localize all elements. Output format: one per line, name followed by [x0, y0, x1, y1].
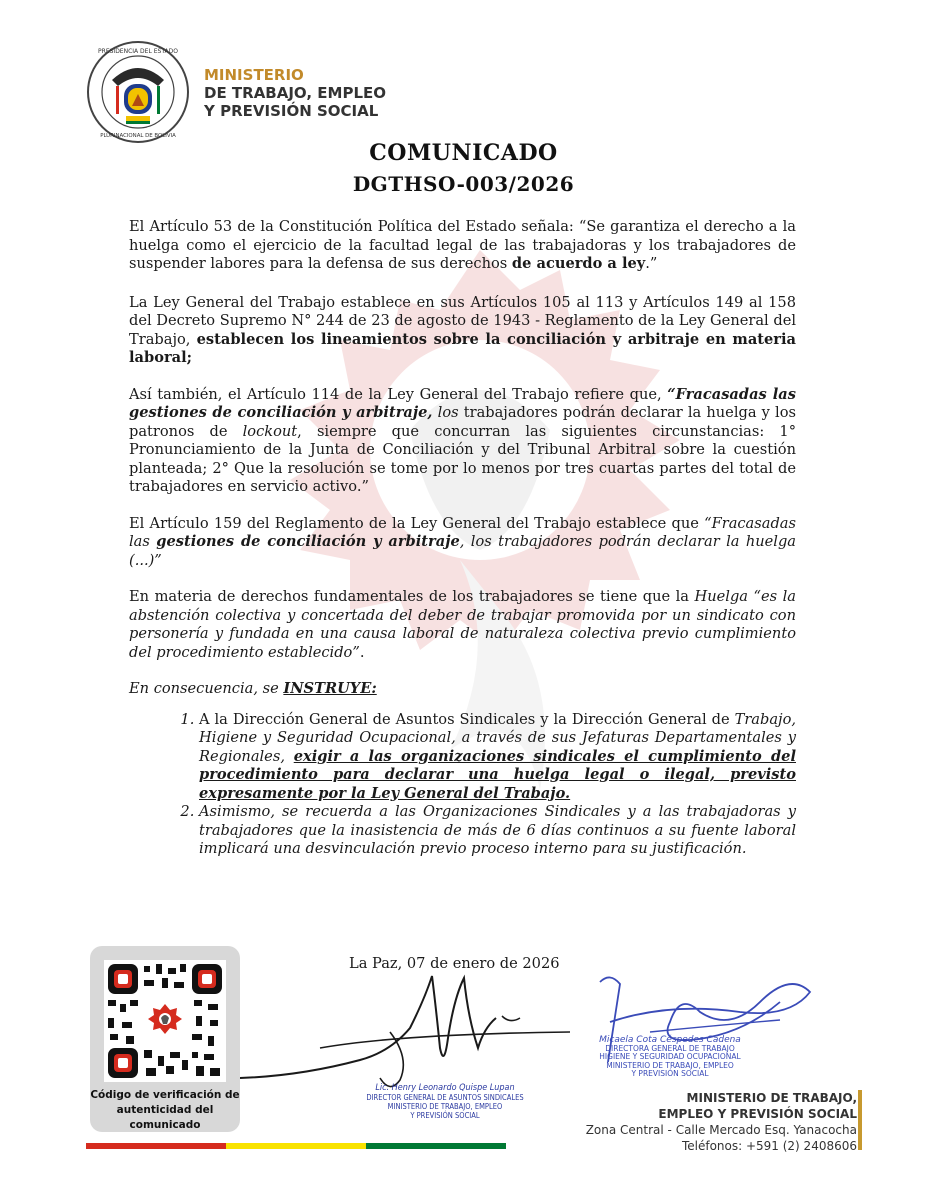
paragraph-articulo-114	[129, 386, 796, 497]
place-date: La Paz, 07 de enero de 2026	[349, 955, 560, 972]
paragraph-instruye	[129, 680, 796, 699]
p5-quote: Huelga “es la abstención colectiva y concertada del deber de trabajar promovida por un sindicato con personería y fundada en una causa laboral de naturaleza colectiva previo cumplimiento del procedimiento establecido”	[129, 588, 796, 661]
signature-2-block	[595, 1036, 745, 1079]
flag-yellow	[226, 1143, 366, 1149]
signature-2-ministry-2: Y PREVISIÓN SOCIAL	[631, 1069, 709, 1078]
qr-code-icon[interactable]	[104, 960, 226, 1082]
signature-1-block	[340, 1084, 550, 1120]
instructions-list	[129, 711, 796, 859]
signature-2-title: DIRECTORA GENERAL DE TRABAJO	[605, 1043, 735, 1053]
p5-text: En materia de derechos fundamentales de los trabajadores se tiene que la	[129, 588, 695, 605]
p2-text: La Ley General del Trabajo establece en sus Artículos 105 al 113 y Artículos 149 al 158 del Decreto Supremo N° 244 de 23 de agosto de 1943 - Reglamento de la Ley General del Trabajo,	[129, 293, 796, 348]
paragraph-huelga-definition	[129, 588, 796, 662]
signature-2-name: Micaela Cota Céspedes Cadena	[599, 1035, 741, 1045]
p4-emphasis: gestiones de conciliación y arbitraje	[156, 533, 460, 550]
document-title: COMUNICADO	[369, 140, 558, 166]
p1-end: .”	[645, 255, 658, 272]
signature-2-title-2: HIGIENE Y SEGURIDAD OCUPACIONAL	[599, 1052, 741, 1061]
document-code: DGTHSO-003/2026	[352, 172, 575, 196]
ministry-line-3: Y PREVISIÓN SOCIAL	[204, 102, 379, 120]
ministry-name	[204, 66, 386, 120]
item1-text-2: Trabajo, Higiene y Seguridad Ocupacional, a través de sus Jefaturas Departamentales y Regionales,	[199, 710, 796, 765]
list-item	[199, 803, 796, 859]
footer-address: Zona Central - Calle Mercado Esq. Yanacocha	[585, 1123, 857, 1137]
document-body	[129, 218, 796, 859]
flag-green	[366, 1143, 506, 1149]
state-seal-icon	[86, 40, 190, 144]
instr-text: En consecuencia, se	[129, 680, 284, 697]
p3-los: los	[432, 404, 459, 421]
signature-1-title: DIRECTOR GENERAL DE ASUNTOS SINDICALES	[366, 1093, 524, 1102]
p2-emphasis: establecen los lineamientos sobre la conciliación y arbitraje en materia laboral;	[129, 330, 796, 366]
p4-quote-start: “Fracasadas las	[129, 514, 796, 550]
qr-caption-line-1: Código de verificación de	[90, 1089, 240, 1101]
seal-text-bottom: PLURINACIONAL DE BOLIVIA	[100, 133, 176, 139]
signature-1-ministry-2: Y PREVISIÓN SOCIAL	[410, 1111, 480, 1120]
qr-caption	[90, 1088, 240, 1133]
p4-quote-end: , los trabajadores podrán declarar la huelga (...)”	[129, 533, 797, 569]
p1-text: El Artículo 53 de la Constitución Política del Estado señala: “Se garantiza el derecho a la huelga como el ejercicio de la facultad legal de las trabajadoras y los trabajadores de suspender labores para la defensa de sus derechos	[129, 218, 796, 272]
paragraph-articulo-159	[129, 515, 796, 571]
p3-text-2: trabajadores podrán declarar la huelga y los patronos de	[129, 404, 796, 440]
verification-qr-card[interactable]	[90, 946, 240, 1132]
signature-1-name: Lic. Henry Leonardo Quispe Lupan	[375, 1083, 515, 1093]
footer-contact	[586, 1090, 857, 1154]
paragraph-ley-general	[129, 294, 796, 368]
p4-text: El Artículo 159 del Reglamento de la Ley General del Trabajo establece que	[129, 514, 705, 532]
paragraph-constitution	[129, 218, 796, 274]
footer-phone: Teléfonos: +591 (2) 2408606	[681, 1139, 857, 1153]
p3-text-3: , siempre que concurran las siguientes circunstancias: 1° Pronunciamiento de la Junta de Conciliación y del Tribunal Arbitral sobre la cuestión planteada; 2° Que la resolución se tome por lo menos por tres cuartas partes del total de trabajadores en servicio activo.”	[129, 422, 796, 495]
list-item	[199, 711, 796, 804]
ministry-line-1: MINISTERIO	[204, 66, 304, 84]
p5-end: .	[359, 643, 365, 661]
qr-caption-line-2: autenticidad del comunicado	[116, 1104, 214, 1131]
signature-1-ministry: MINISTERIO DE TRABAJO, EMPLEO	[387, 1102, 503, 1111]
item1-text: A la Dirección General de Asuntos Sindicales y la Dirección General de	[199, 710, 735, 728]
p3-quote: “Fracasadas las gestiones de conciliación y arbitraje,	[129, 385, 796, 421]
footer-org-line-1: MINISTERIO DE TRABAJO,	[686, 1091, 857, 1105]
item2-text: Asimismo, se recuerda a las Organizaciones Sindicales y a las trabajadoras y trabajadores que la inasistencia de más de 6 días continuos a su fuente laboral implicará una desvinculación previo proceso interno para su justificación.	[199, 803, 796, 857]
p3-lockout: lockout	[242, 422, 298, 440]
p3-text: Así también, el Artículo 114 de la Ley General del Trabajo refiere que,	[129, 385, 668, 403]
flag-red	[86, 1143, 226, 1149]
letterhead	[86, 40, 586, 150]
flag-stripe	[86, 1143, 506, 1149]
item1-emphasis: exigir a las organizaciones sindicales el cumplimiento del procedimiento para declarar una huelga legal o ilegal, previsto expresamente por la Ley General del Trabajo.	[199, 747, 796, 802]
signature-2-ministry: MINISTERIO DE TRABAJO, EMPLEO	[606, 1060, 734, 1070]
p1-emphasis: de acuerdo a ley	[511, 255, 646, 272]
signature-1-scribble	[240, 968, 570, 1098]
footer-accent-bar	[858, 1090, 862, 1150]
footer-org-line-2: EMPLEO Y PREVISIÓN SOCIAL	[658, 1107, 857, 1121]
seal-text-top: PRESIDENCIA DEL ESTADO	[98, 48, 178, 55]
instr-emphasis: INSTRUYE:	[283, 680, 377, 697]
ministry-line-2: DE TRABAJO, EMPLEO	[204, 84, 386, 102]
